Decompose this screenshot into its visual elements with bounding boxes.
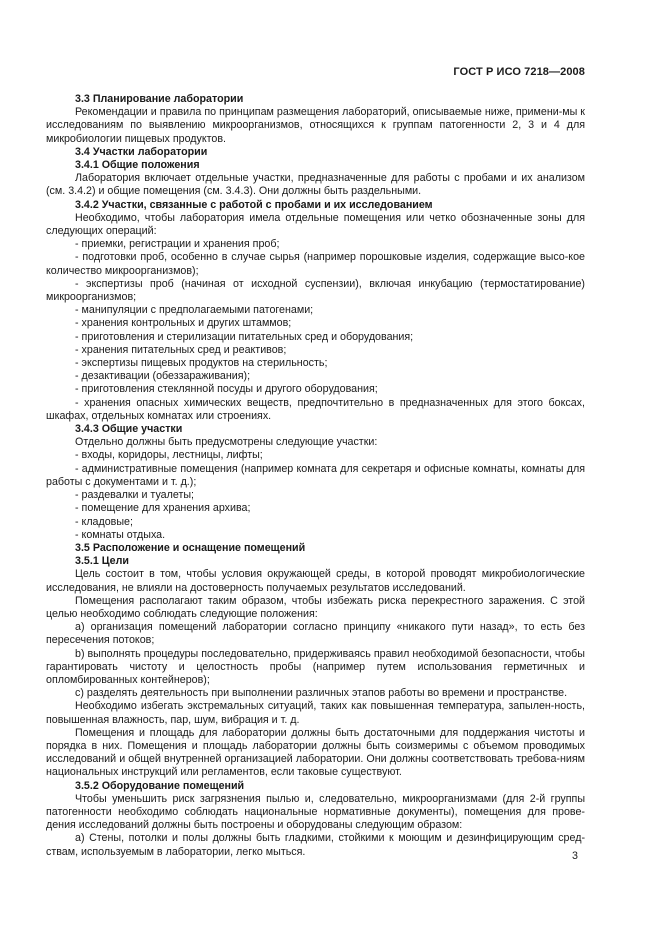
paragraph: Помещения располагают таким образом, чтобы избежать риска перекрестного заражения. С этой целью необходимо соблюдать следующие положения: xyxy=(46,594,585,620)
paragraph: Отдельно должны быть предусмотрены следующие участки: xyxy=(75,436,378,449)
list-item: - комнаты отдыха. xyxy=(75,528,166,541)
list-item: - экспертизы пищевых продуктов на стерильность; xyxy=(75,357,328,370)
list-item: - помещение для хранения архива; xyxy=(75,502,251,515)
standard-header: ГОСТ Р ИСО 7218—2008 xyxy=(453,66,585,78)
list-item: b) выполнять процедуры последовательно, придерживаясь правил необходимой безопасности, чтобы гарантировать чистоту и целостность пробы (например путем использования герметичных и опломбированных контейнеров); xyxy=(46,647,585,686)
paragraph: Помещения и площадь для лаборатории должны быть достаточными для поддержания чистоты и порядка в них. Помещения и площадь лаборатории должны быть соизмеримы с объемом проводимых исследований и общей внутренней организацией лаборатории. Они должны соответствовать требова-ниям национальных инструкций или регламентов, если таковые существуют. xyxy=(46,726,585,779)
section-heading: 3.5.1 Цели xyxy=(75,555,129,568)
list-item: - приготовления и стерилизации питательных сред и оборудования; xyxy=(75,330,414,343)
list-item: - подготовки проб, особенно в случае сырья (например порошковые изделия, содержащие высо-кое количество микроорганизмов); xyxy=(46,251,585,277)
paragraph: Лаборатория включает отдельные участки, предназначенные для работы с пробами и их анализом (см. 3.4.2) и общие помещения (см. 3.4.3). Они должны быть раздельными. xyxy=(46,172,585,198)
document-body xyxy=(46,93,585,859)
section-heading: 3.4.1 Общие положения xyxy=(75,159,200,172)
list-item: - дезактивации (обеззараживания); xyxy=(75,370,251,383)
list-item: - экспертизы проб (начиная от исходной суспензии), включая инкубацию (термостатирование) микроорганизмов; xyxy=(46,277,585,304)
list-item: - хранения опасных химических веществ, предпочтительно в предназначенных для этого боксах, шкафах, отдельных комнатах или строениях. xyxy=(46,396,585,422)
list-item: - хранения питательных сред и реактивов; xyxy=(75,343,287,356)
list-item: - административные помещения (например комната для секретаря и офисные комнаты, комнаты для работы с документами и т. д.); xyxy=(46,462,585,488)
section-heading: 3.3 Планирование лаборатории xyxy=(75,93,244,105)
list-item: - входы, коридоры, лестницы, лифты; xyxy=(75,449,263,462)
section-heading: 3.4 Участки лаборатории xyxy=(75,145,208,158)
list-item: - приготовления стеклянной посуды и другого оборудования; xyxy=(75,383,378,396)
list-item: - раздевалки и туалеты; xyxy=(75,489,194,502)
list-item: с) разделять деятельность при выполнении различных этапов работы во времени и пространстве. xyxy=(75,687,568,700)
page-number: 3 xyxy=(572,850,578,862)
list-item: а) Стены, потолки и полы должны быть гладкими, стойкими к моющим и дезинфицирующим сред-ствам, используемым в лаборатории, легко мыться. xyxy=(46,832,585,858)
section-heading: 3.5.2 Оборудование помещений xyxy=(75,779,245,792)
section-heading: 3.5 Расположение и оснащение помещений xyxy=(75,541,306,554)
paragraph: Необходимо, чтобы лаборатория имела отдельные помещения или четко обозначенные зоны для следующих операций: xyxy=(46,211,585,238)
paragraph: Необходимо избегать экстремальных ситуаций, таких как повышенная температура, запылен-ность, повышенная влажность, пар, шум, вибрация и т. д. xyxy=(46,700,585,726)
list-item: - кладовые; xyxy=(75,515,133,528)
paragraph: Рекомендации и правила по принципам размещения лабораторий, описываемые ниже, примени-мы к исследованиям по выявлению микроорганизмов, относящихся к группам патогенности 2, 3 и 4 для микробиологии пищевых продуктов. xyxy=(46,106,585,145)
list-item: - манипуляции с предполагаемыми патогенами; xyxy=(75,304,314,317)
list-item: а) организация помещений лаборатории согласно принципу «никакого пути назад», то есть без пересечения потоков; xyxy=(46,621,585,647)
section-heading: 3.4.3 Общие участки xyxy=(75,423,183,436)
paragraph: Чтобы уменьшить риск загрязнения пылью и, следовательно, микроорганизмами (для 2-й группы патогенности необходимо соблюдать национальные нормативные документы), помещения для прове-дения исследований должны быть построены и оборудованы следующим образом: xyxy=(46,792,585,832)
section-heading: 3.4.2 Участки, связанные с работой с пробами и их исследованием xyxy=(75,198,433,211)
list-item: - приемки, регистрации и хранения проб; xyxy=(75,238,280,251)
list-item: - хранения контрольных и других штаммов; xyxy=(75,317,292,330)
paragraph: Цель состоит в том, чтобы условия окружающей среды, в которой проводят микробиологические исследования, не влияли на достоверность получаемых результатов исследований. xyxy=(46,568,585,594)
